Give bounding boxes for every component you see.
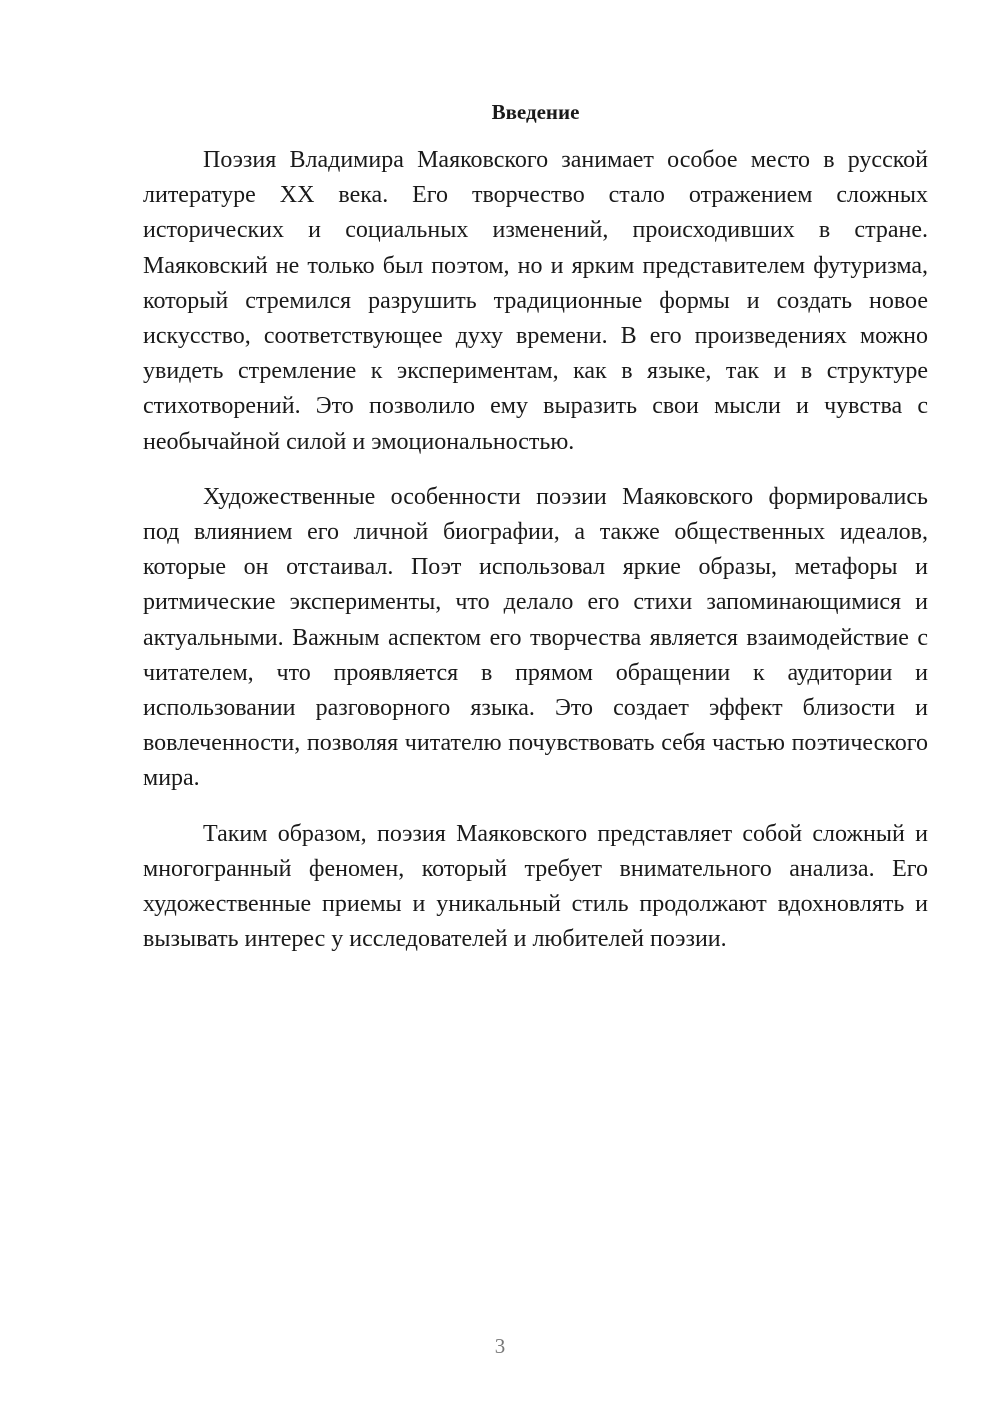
page-number: 3 bbox=[494, 1334, 506, 1358]
body-text bbox=[143, 143, 928, 977]
paragraph-3: Таким образом, поэзия Маяковского представляет собой сложный и многогранный феномен, который требует внимательного анализа. Его художественные приемы и уникальный стиль продолжают вдохновлять и вызывать интерес у исследователей и любителей поэзии. bbox=[143, 820, 928, 953]
page-title: Введение bbox=[491, 100, 580, 124]
paragraph-1: Поэзия Владимира Маяковского занимает особое место в русской литературе XX века. Его творчество стало отражением сложных исторических и социальных изменений, происходивших в стране. Маяковский не только был поэтом, но и ярким представителем футуризма, который стремился разрушить традиционные формы и создать новое искусство, соответствующее духу времени. В его произведениях можно увидеть стремление к экспериментам, как в языке, так и в структуре стихотворений. Это позволило ему выразить свои мысли и чувства с необычайной силой и эмоциональностью. bbox=[143, 147, 928, 455]
paragraph-2: Художественные особенности поэзии Маяковского формировались под влиянием его личной биографии, а также общественных идеалов, которые он отстаивал. Поэт использовал яркие образы, метафоры и ритмические эксперименты, что делало его стихи запоминающимися и актуальными. Важным аспектом его творчества является взаимодействие с читателем, что проявляется в прямом обращении к аудитории и использовании разговорного языка. Это создает эффект близости и вовлеченности, позволяя читателю почувствовать себя частью поэтического мира. bbox=[143, 483, 928, 792]
